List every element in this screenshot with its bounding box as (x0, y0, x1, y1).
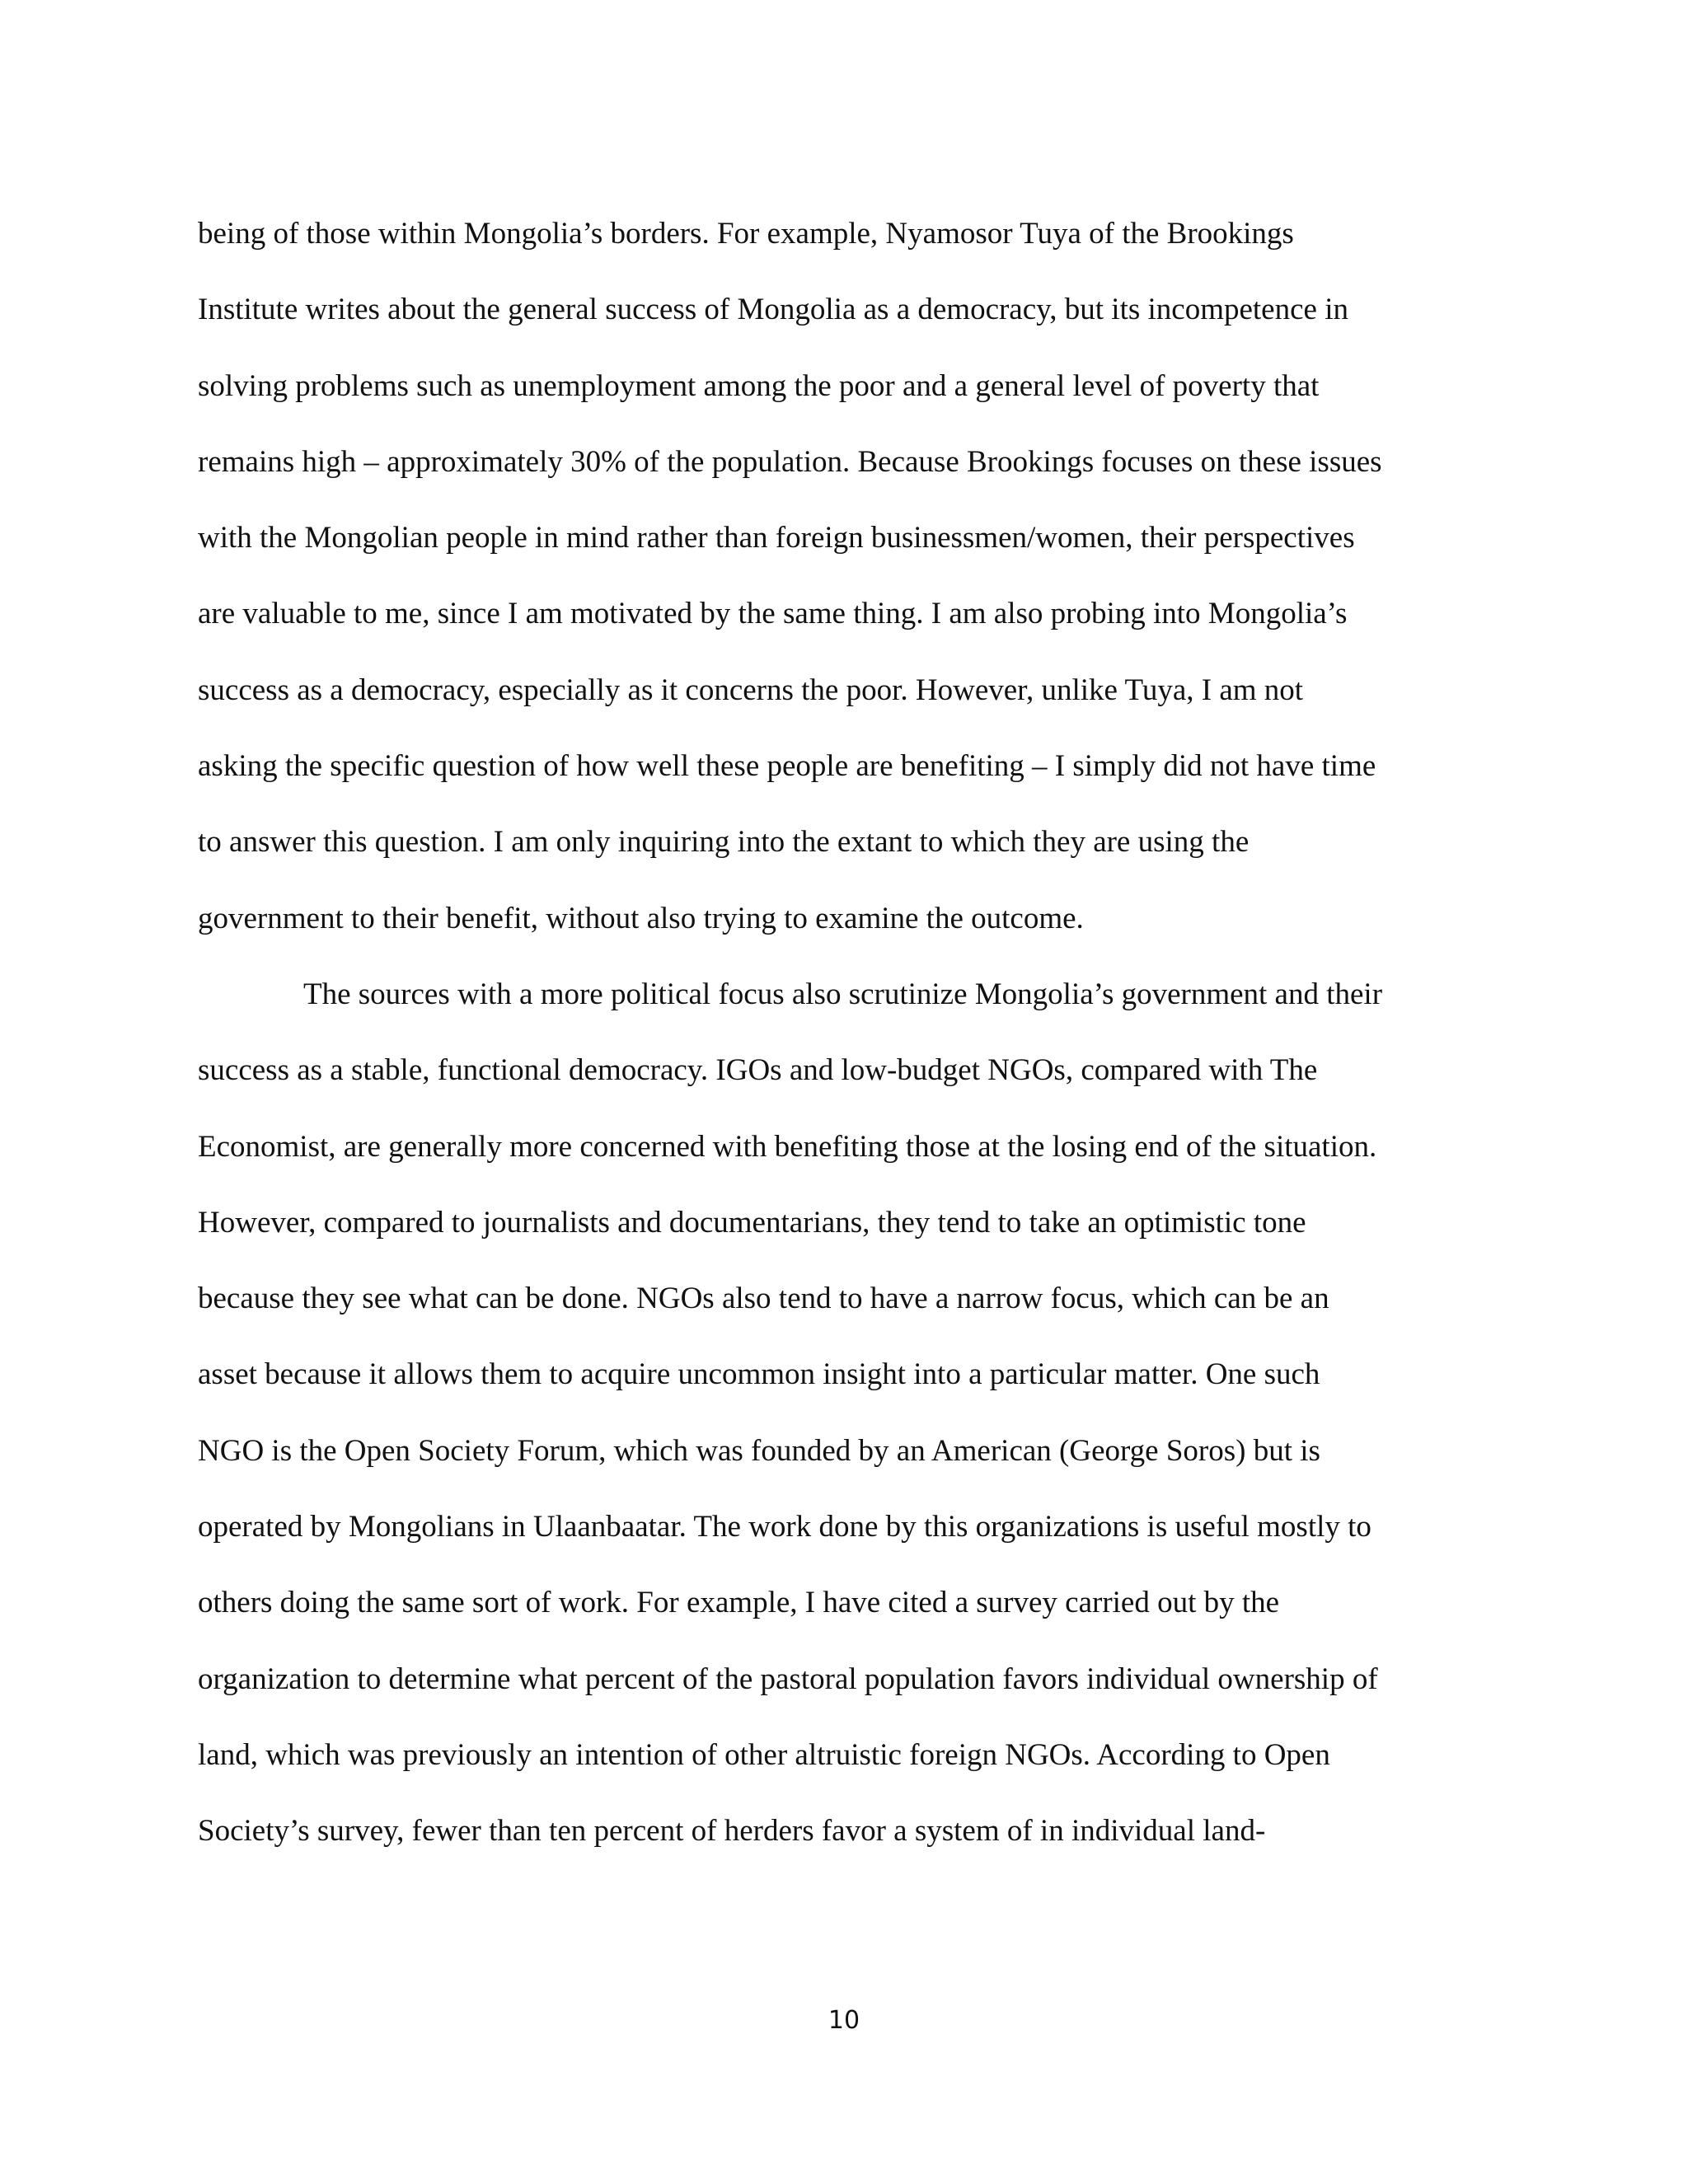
body-text (198, 196, 1500, 1870)
text-line-12: success as a stable, functional democracy. IGOs and low-budget NGOs, compared with The (198, 1053, 1318, 1088)
text-line-2: Institute writes about the general success of Mongolia as a democracy, but its incompetence in (198, 293, 1348, 327)
text-line-11-paragraph-start: The sources with a more political focus also scrutinize Mongolia’s government and their (303, 977, 1383, 1011)
text-line-5: with the Mongolian people in mind rather than foreign businessmen/women, their perspectives (198, 521, 1355, 555)
text-line-1: being of those within Mongolia’s borders. For example, Nyamosor Tuya of the Brookings (198, 217, 1294, 251)
text-line-9: to answer this question. I am only inquiring into the extant to which they are using the (198, 825, 1250, 860)
page-number: 10 (828, 2006, 860, 2035)
text-line-21: land, which was previously an intention of other altruistic foreign NGOs. According to Open (198, 1737, 1330, 1772)
text-line-18: operated by Mongolians in Ulaanbaatar. The work done by this organizations is useful mostly to (198, 1510, 1372, 1544)
text-line-17: NGO is the Open Society Forum, which was founded by an American (George Soros) but is (198, 1433, 1320, 1468)
text-line-10: government to their benefit, without also trying to examine the outcome. (198, 901, 1084, 935)
text-line-15: because they see what can be done. NGOs also tend to have a narrow focus, which can be an (198, 1282, 1329, 1316)
text-line-20: organization to determine what percent of the pastoral population favors individual ownership of (198, 1661, 1378, 1696)
text-line-22: Society’s survey, fewer than ten percent of herders favor a system of in individual land- (198, 1814, 1266, 1849)
text-line-4: remains high – approximately 30% of the population. Because Brookings focuses on these issues (198, 444, 1382, 479)
text-line-16: asset because it allows them to acquire uncommon insight into a particular matter. One such (198, 1357, 1320, 1392)
text-line-8: asking the specific question of how well these people are benefiting – I simply did not have time (198, 749, 1376, 784)
text-line-19: others doing the same sort of work. For example, I have cited a survey carried out by the (198, 1586, 1280, 1620)
text-line-14: However, compared to journalists and documentarians, they tend to take an optimistic tone (198, 1205, 1306, 1240)
text-line-6: are valuable to me, since I am motivated by the same thing. I am also probing into Mongolia’s (198, 597, 1348, 631)
text-line-7: success as a democracy, especially as it concerns the poor. However, unlike Tuya, I am not (198, 673, 1304, 707)
text-line-13: Economist, are generally more concerned with benefiting those at the losing end of the situation. (198, 1129, 1377, 1164)
text-line-3: solving problems such as unemployment among the poor and a general level of poverty that (198, 368, 1320, 403)
